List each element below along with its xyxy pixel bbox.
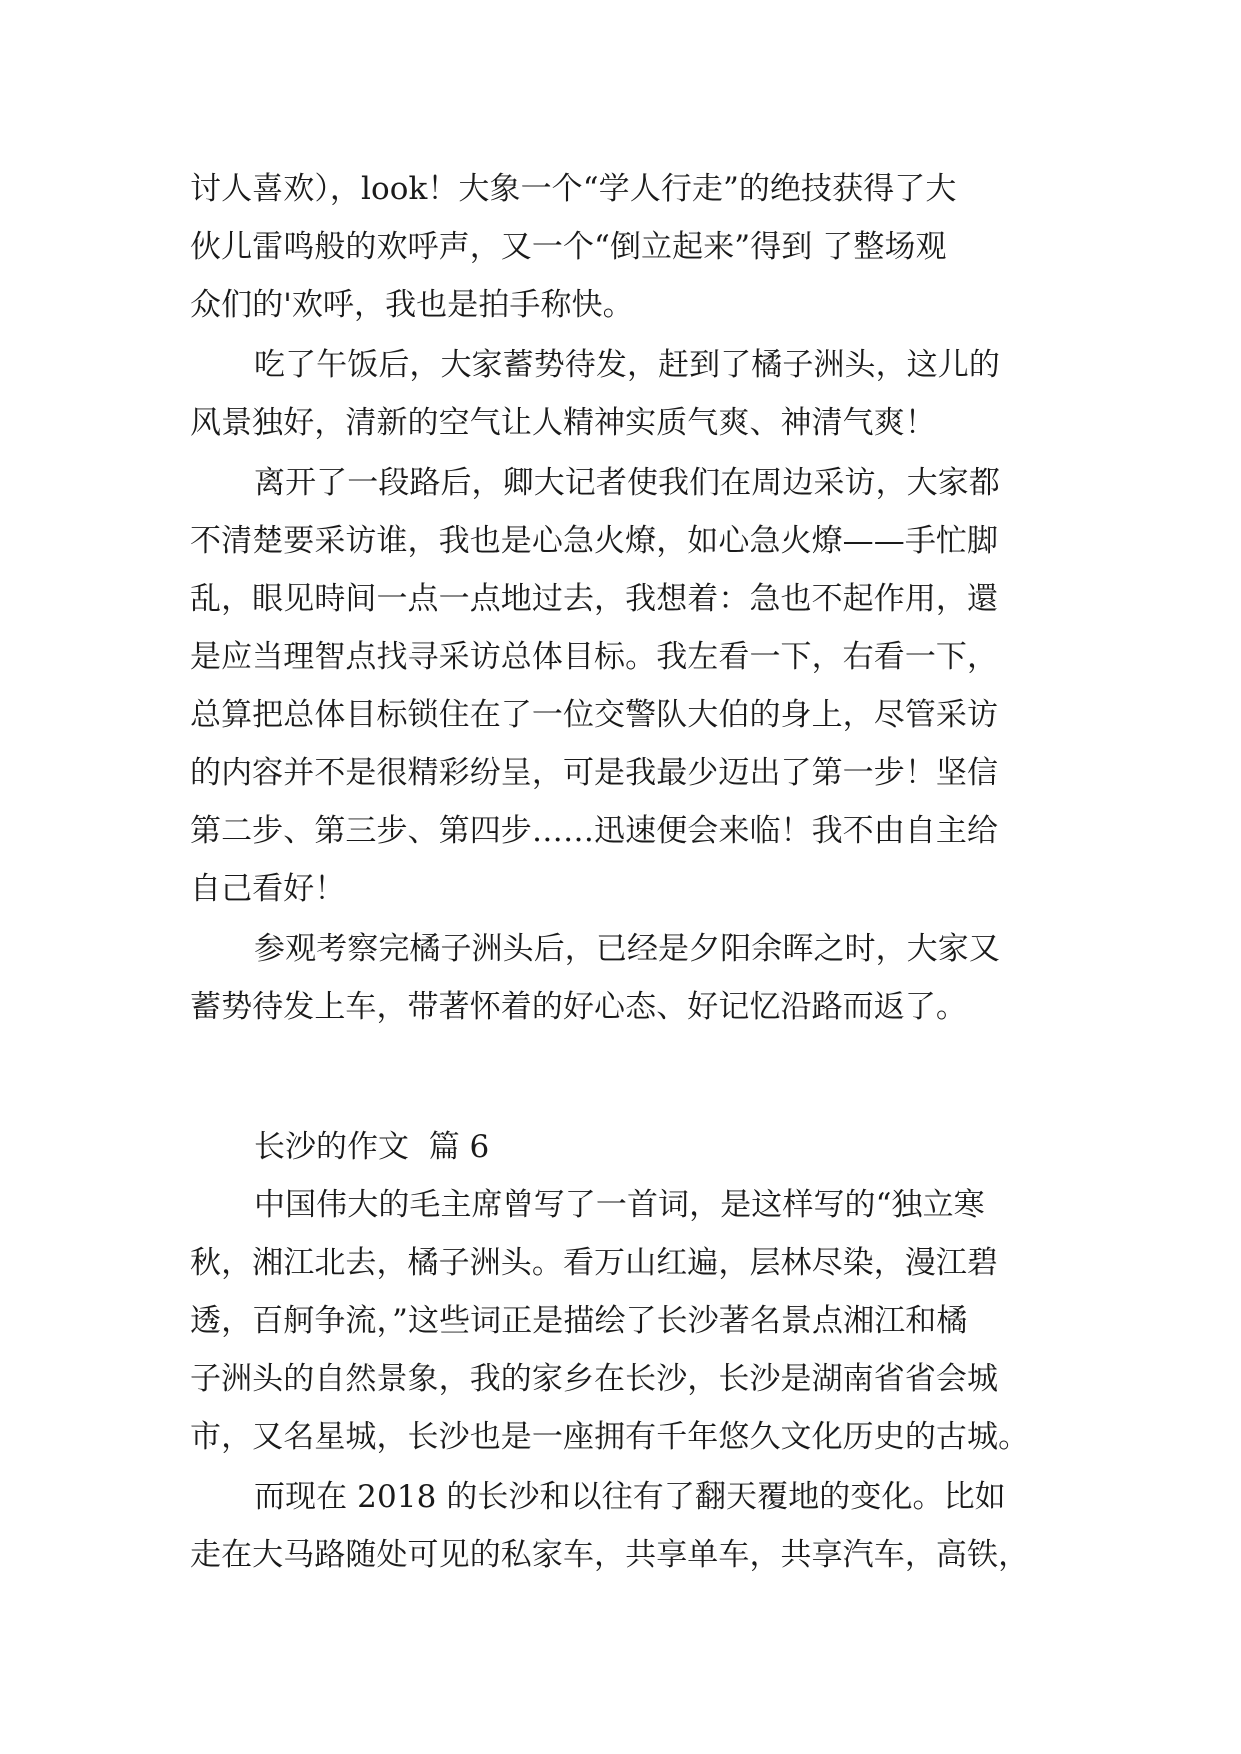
text-line: 透，百舸争流，”这些词正是描绘了长沙著名景点湘江和橘	[190, 1303, 968, 1339]
paragraph-5	[190, 1176, 1060, 1466]
text-line: 市，又名星城，长沙也是一座拥有千年悠久文化历史的古城。	[190, 1419, 1030, 1455]
text-line: 离开了一段路后，卿大记者使我们在周边采访，大家都	[254, 465, 1000, 501]
text-line: 中国伟大的毛主席曾写了一首词，是这样写的“独立寒	[254, 1187, 985, 1223]
text-line: 蓄势待发上车，带著怀着的好心态、好记忆沿路而返了。	[190, 989, 967, 1025]
text-line: 参观考察完橘子洲头后，已经是夕阳余晖之时，大家又	[254, 931, 1000, 967]
text-line: 自己看好！	[190, 871, 346, 907]
section-title: 长沙的作文 篇 6	[254, 1129, 490, 1165]
document-body	[190, 160, 1060, 1584]
paragraph-4	[190, 920, 1060, 1036]
paragraph-3	[190, 454, 1060, 918]
section-spacer	[190, 1036, 1060, 1094]
text-line: 的内容并不是很精彩纷呈，可是我最少迈出了第一步！坚信	[190, 755, 999, 791]
text-line: 第二步、第三步、第四步……迅速便会来临！我不由自主给	[190, 813, 999, 849]
text-line: 吃了午饭后，大家蓄势待发，赶到了橘子洲头，这儿的	[254, 347, 1000, 383]
text-line: 子洲头的自然景象，我的家乡在长沙，长沙是湖南省省会城	[190, 1361, 999, 1397]
paragraph-6	[190, 1468, 1060, 1584]
text-line: 风景独好，清新的空气让人精神实质气爽、神清气爽！	[190, 405, 936, 441]
text-line: 众们的'欢呼，我也是拍手称快。	[190, 287, 634, 323]
paragraph-2	[190, 336, 1060, 452]
text-line: 伙儿雷鸣般的欢呼声，又一个“倒立起来”得到 了整场观	[190, 229, 947, 265]
text-line: 是应当理智点找寻采访总体目标。我左看一下，右看一下，	[190, 639, 999, 675]
text-line: 而现在 2018 的长沙和以往有了翻天覆地的变化。比如	[254, 1479, 1006, 1515]
text-line: 不清楚要采访谁，我也是心急火燎，如心急火燎——手忙脚	[190, 523, 999, 559]
text-line: 讨人喜欢），look！大象一个“学人行走”的绝技获得了大	[190, 171, 957, 207]
text-line: 秋，湘江北去，橘子洲头。看万山红遍，层林尽染，漫江碧	[190, 1245, 999, 1281]
text-line: 乱，眼见時间一点一点地过去，我想着：急也不起作用，還	[190, 581, 999, 617]
paragraph-1	[190, 160, 1060, 334]
text-line: 走在大马路随处可见的私家车，共享单车，共享汽车，高铁，	[190, 1537, 1030, 1573]
text-line: 总算把总体目标锁住在了一位交警队大伯的身上，尽管采访	[190, 697, 999, 733]
